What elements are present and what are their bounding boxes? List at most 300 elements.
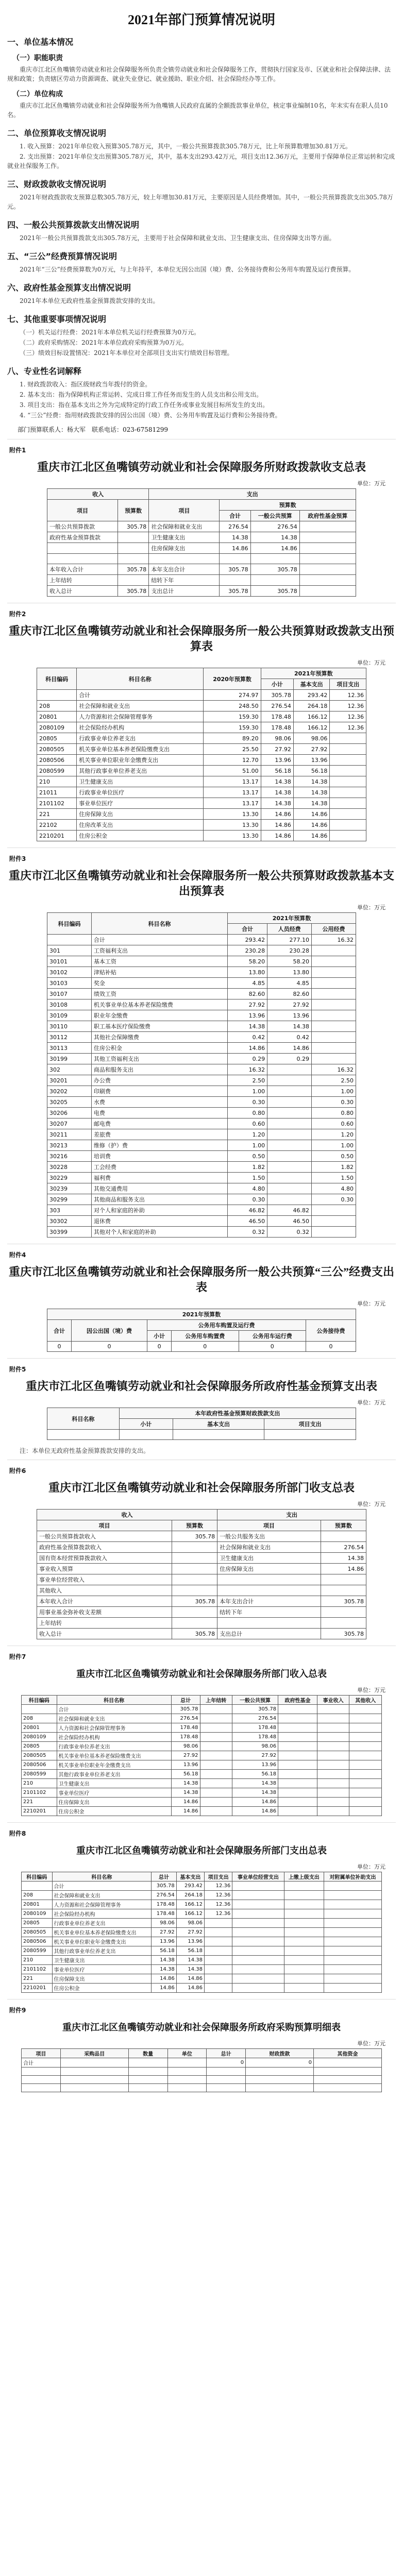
table-cell: 12.36	[204, 1909, 232, 1919]
table-cell: 20805	[37, 733, 77, 744]
table-cell	[200, 1723, 232, 1733]
table-cell: 社会保障和就业支出	[52, 1891, 152, 1900]
table-cell	[204, 1965, 232, 1974]
section-heading: 四、一般公共预算拨款支出情况说明	[7, 220, 140, 230]
table-cell	[204, 1928, 232, 1937]
table-row	[37, 820, 366, 831]
table-cell: 14.86	[220, 543, 250, 554]
table-cell: 276.54	[250, 521, 299, 532]
table-cell: 0.30	[228, 1194, 267, 1205]
header-cell: 项目支出	[264, 1419, 356, 1430]
table-cell	[284, 1909, 324, 1919]
table-cell: 14.38	[171, 1788, 200, 1798]
table-cell	[312, 1043, 356, 1054]
table-cell: 14.86	[293, 820, 330, 831]
table-cell	[278, 1807, 317, 1816]
table-cell	[118, 532, 149, 543]
table-cell	[204, 1956, 232, 1965]
table-cell: 电费	[91, 1108, 227, 1118]
table-row	[22, 1807, 382, 1816]
table-cell: 230.28	[228, 945, 267, 956]
table-cell: 14.38	[228, 1021, 267, 1032]
table-cell: 14.38	[232, 1788, 278, 1798]
table-cell: 合计	[91, 935, 227, 945]
table-cell: 264.18	[293, 701, 330, 711]
table-cell	[232, 1965, 284, 1974]
table-cell: 14.38	[176, 1965, 204, 1974]
table-cell	[204, 1984, 232, 1993]
header-cell: 单位	[167, 2049, 207, 2058]
table-cell: 27.92	[152, 1928, 176, 1937]
table-cell: 结转下年	[217, 1607, 321, 1618]
table-row	[22, 1742, 382, 1751]
table-cell: 13.96	[176, 1937, 204, 1946]
table-cell: 支出总计	[149, 586, 220, 597]
section-heading: 五、“三公”经费预算情况说明	[7, 251, 117, 261]
header-cell: 采购品目	[60, 2049, 128, 2058]
table-cell: 14.38	[261, 787, 293, 798]
table-cell	[232, 1882, 284, 1891]
gov-fund-expense-table	[47, 1408, 356, 1440]
table-cell: 本年支出合计	[217, 1596, 321, 1607]
table-cell: 30101	[47, 956, 92, 967]
annex-label: 附件4	[9, 1251, 26, 1259]
paragraph: 2021年本单位无政府性基金预算拨款安排的支出。	[20, 297, 159, 304]
table-cell	[317, 1798, 349, 1807]
contact-info: 部门预算联系人：杨大军 联系电话：023-67581299	[18, 426, 169, 433]
table-row	[47, 1173, 356, 1183]
table-cell: 305.78	[220, 564, 250, 575]
table-cell: 30110	[47, 1021, 92, 1032]
unit-label: 单位：万元	[357, 1501, 385, 1507]
table-row	[37, 755, 366, 766]
table-row	[22, 1891, 382, 1900]
table-cell: 人力资源和社会保障管理事务	[57, 1723, 171, 1733]
table-cell: 20805	[22, 1919, 53, 1928]
table-row	[47, 1162, 356, 1173]
table-cell: 机关事业单位职业年金缴费支出	[52, 1937, 152, 1946]
table-cell: 1.82	[312, 1162, 356, 1173]
table-cell: 166.12	[176, 1909, 204, 1919]
table-cell: 其他收入	[37, 1585, 172, 1596]
table-cell: 30239	[47, 1183, 92, 1194]
paragraph: 2. 基本支出：指为保障机构正常运转、完成日常工作任务而发生的人员支出和公用支出。	[20, 391, 263, 398]
table-cell	[22, 1882, 53, 1891]
header-cell: 预算数	[172, 1520, 217, 1531]
table-cell: 30299	[47, 1194, 92, 1205]
table-cell: 30108	[47, 999, 92, 1010]
table-cell	[317, 1705, 349, 1714]
table-cell	[324, 1900, 381, 1909]
paragraph: 2021年一般公共预算拨款支出305.78万元，主要用于社会保障和就业支出、卫生健康支出、住房保障支出等方面。	[20, 234, 335, 242]
table-row	[47, 1032, 356, 1043]
subsection-heading: （一）职能职责	[12, 54, 63, 62]
table-cell: 4.85	[267, 978, 312, 989]
table-cell: 14.86	[232, 1807, 278, 1816]
paragraph: 重庆市江北区鱼嘴镇劳动就业和社会保障服务所负责全镇劳动就业和社会保障服务工作，贯彻执行国家及市、区就业和社会保障法律、法规和政策；负责辖区劳动力资源调查、就业失业登记、就业援助、职业介绍、社会保险经办等工作。	[7, 66, 391, 82]
table-cell: 社会保障和就业支出	[57, 1714, 171, 1723]
table-cell	[232, 1919, 284, 1928]
table-cell: 2080109	[37, 722, 77, 733]
table-cell: 1.00	[312, 1086, 356, 1097]
table-cell: 2210201	[22, 1807, 57, 1816]
table-cell: 14.86	[250, 543, 299, 554]
table-cell: 27.92	[176, 1928, 204, 1937]
table-cell	[317, 1760, 349, 1770]
table-cell: 56.18	[176, 1946, 204, 1956]
table-cell: 0	[172, 1342, 239, 1352]
table-cell: 221	[22, 1974, 53, 1984]
table-cell	[312, 989, 356, 999]
table-cell: 13.96	[293, 755, 330, 766]
table-cell: 98.06	[176, 1919, 204, 1928]
unit-label: 单位：万元	[357, 1399, 385, 1406]
table-row	[47, 1430, 356, 1440]
table-cell: 一般公共预算拨款	[47, 521, 118, 532]
header-cell: 项目	[149, 500, 220, 521]
table-cell: 国有资本经营预算拨款收入	[37, 1553, 172, 1564]
table-cell: 2080505	[22, 1928, 53, 1937]
table-cell	[321, 1585, 366, 1596]
table-row	[47, 945, 356, 956]
table-cell	[267, 1194, 312, 1205]
table-cell: 210	[37, 776, 77, 787]
table-cell: 13.30	[204, 809, 261, 820]
table-cell	[317, 1723, 349, 1733]
table-cell: 0.30	[312, 1097, 356, 1108]
table-row	[47, 935, 356, 945]
table-cell: 0.30	[228, 1097, 267, 1108]
table-cell: 2080599	[22, 1770, 57, 1779]
table-cell: 30109	[47, 1010, 92, 1021]
header-cell: 合计	[47, 1320, 72, 1342]
table-cell: 12.36	[330, 701, 366, 711]
table-cell	[22, 2084, 61, 2092]
table-row	[22, 2076, 382, 2084]
table-row	[47, 1064, 356, 1075]
table-cell	[278, 1760, 317, 1770]
table-cell	[232, 1937, 284, 1946]
header-cell: 项目	[217, 1520, 321, 1531]
table-row	[47, 1054, 356, 1064]
section-heading: 七、其他重要事项情况说明	[7, 314, 107, 324]
table-cell	[324, 1937, 381, 1946]
table-cell	[267, 1140, 312, 1151]
table-cell	[312, 1054, 356, 1064]
table-cell: 305.78	[172, 1596, 217, 1607]
table-row	[37, 1629, 366, 1639]
table-row	[37, 744, 366, 755]
header-cell: 项目	[22, 2049, 61, 2058]
table-row	[22, 2067, 382, 2076]
table-cell	[207, 2076, 246, 2084]
unit-label: 单位：万元	[357, 659, 385, 666]
table-cell	[47, 1430, 120, 1440]
table-cell: 16.32	[312, 935, 356, 945]
table-cell: 293.42	[228, 935, 267, 945]
table-cell: 159.30	[204, 711, 261, 722]
table-cell	[232, 1900, 284, 1909]
table-cell: 305.78	[261, 690, 293, 701]
table-cell	[267, 1118, 312, 1129]
table-cell: 12.36	[204, 1891, 232, 1900]
table-cell: 20801	[22, 1900, 53, 1909]
table-cell: 276.54	[232, 1714, 278, 1723]
table-cell: 14.86	[261, 809, 293, 820]
table-cell	[299, 564, 356, 575]
table-cell	[217, 1574, 321, 1585]
header-cell: 科目编码	[22, 1872, 53, 1882]
header-cell: 政府性基金预算	[299, 511, 356, 521]
table-cell: 30202	[47, 1086, 92, 1097]
table-cell: 14.38	[152, 1965, 176, 1974]
paragraph: 1. 财政拨款收入：指区级财政当年拨付的资金。	[20, 381, 152, 388]
table-row	[22, 1956, 382, 1965]
table-cell: 82.60	[267, 989, 312, 999]
three-public-expense-table	[47, 1309, 356, 1352]
table-cell: 印刷费	[91, 1086, 227, 1097]
table-cell: 政府性基金预算拨款收入	[37, 1542, 172, 1553]
header-cell: 公务接待费	[306, 1320, 356, 1342]
table-cell	[330, 776, 366, 787]
table-title: 重庆市江北区鱼嘴镇劳动就业和社会保障服务所部门收支总表	[48, 1481, 355, 1494]
header-cell: 科目名称	[77, 668, 204, 690]
table-cell: 221	[37, 809, 77, 820]
header-cell: 因公出国（境）费	[72, 1320, 147, 1342]
header-cell: 事业收入	[317, 1696, 349, 1705]
table-cell: 16.32	[312, 1064, 356, 1075]
table-cell: 12.70	[204, 755, 261, 766]
table-cell: 支出总计	[217, 1629, 321, 1639]
table-cell: 30216	[47, 1151, 92, 1162]
table-cell: 208	[22, 1714, 57, 1723]
header-cell: 公务用车购置及运行费	[147, 1320, 306, 1331]
table-cell: 30205	[47, 1097, 92, 1108]
header-cell: 科目编码	[22, 1696, 57, 1705]
table-cell: 13.17	[204, 798, 261, 809]
table-cell	[220, 575, 250, 586]
table-cell: 305.78	[118, 586, 149, 597]
table-cell	[118, 575, 149, 586]
table-cell	[278, 1788, 317, 1798]
table-cell	[167, 2067, 207, 2076]
unit-label: 单位：万元	[357, 2040, 385, 2047]
table-cell: 293.42	[293, 690, 330, 701]
table-cell	[299, 521, 356, 532]
table-row	[47, 1118, 356, 1129]
table-cell: 住房保障支出	[52, 1974, 152, 1984]
table-cell: 30113	[47, 1043, 92, 1054]
table-cell: 89.20	[204, 733, 261, 744]
table-cell	[314, 2084, 382, 2092]
table-cell	[267, 1064, 312, 1075]
header-cell: 上年结转	[200, 1696, 232, 1705]
table-cell: 30228	[47, 1162, 92, 1173]
table-cell	[278, 1742, 317, 1751]
table-cell: 0	[306, 1342, 356, 1352]
table-cell	[299, 586, 356, 597]
table-cell	[278, 1733, 317, 1742]
table-cell: 178.48	[261, 711, 293, 722]
document-title: 2021年部门预算情况说明	[127, 12, 275, 27]
table-cell: 276.54	[152, 1891, 176, 1900]
section-heading: 一、单位基本情况	[7, 37, 74, 47]
table-row	[37, 701, 366, 711]
table-cell: 30302	[47, 1216, 92, 1227]
table-cell	[207, 2084, 246, 2092]
table-cell	[172, 1618, 217, 1629]
table-cell: 2080599	[37, 766, 77, 776]
table-row	[37, 1542, 366, 1553]
dept-income-table	[21, 1695, 382, 1816]
table-cell: 12.36	[330, 711, 366, 722]
table-cell: 社会保险经办机构	[57, 1733, 171, 1742]
table-cell	[267, 1075, 312, 1086]
table-cell: 210	[22, 1779, 57, 1788]
table-cell: 办公费	[91, 1075, 227, 1086]
table-cell	[200, 1760, 232, 1770]
table-cell: 305.78	[250, 586, 299, 597]
table-cell: 46.50	[267, 1216, 312, 1227]
table-cell	[349, 1807, 382, 1816]
table-cell: 14.38	[232, 1779, 278, 1788]
header-cell: 事业单位经营支出	[232, 1872, 284, 1882]
table-row	[47, 1086, 356, 1097]
table-cell: 1.50	[312, 1173, 356, 1183]
paragraph: 1. 收入预算：2021年单位收入预算305.78万元，其中，一般公共预算拨款305.78万元，比上年预算数增加30.81万元。	[20, 143, 352, 150]
table-cell: 14.86	[176, 1974, 204, 1984]
dept-expense-table	[21, 1872, 382, 1993]
table-cell: 14.86	[261, 820, 293, 831]
table-row	[37, 1618, 366, 1629]
header-cell: 合计	[220, 511, 250, 521]
table-cell: 用事业基金弥补收支差额	[37, 1607, 172, 1618]
header-cell: 收入	[37, 1510, 217, 1520]
table-row	[47, 521, 356, 532]
table-cell	[149, 554, 220, 564]
table-cell: 职业年金缴费	[91, 1010, 227, 1021]
table-cell: 卫生健康支出	[149, 532, 220, 543]
table-cell	[22, 2076, 61, 2084]
table-row	[47, 1205, 356, 1216]
table-row	[22, 1751, 382, 1760]
table-cell	[200, 1807, 232, 1816]
table-cell: 30199	[47, 1054, 92, 1064]
table-cell	[312, 999, 356, 1010]
table-cell	[278, 1751, 317, 1760]
table-cell	[250, 575, 299, 586]
table-cell: 机关事业单位基本养老保险缴费	[91, 999, 227, 1010]
table-cell: 30201	[47, 1075, 92, 1086]
table-cell	[330, 809, 366, 820]
table-row	[37, 1564, 366, 1574]
table-cell	[232, 1984, 284, 1993]
table-cell: 社会保障和就业支出	[77, 701, 204, 711]
table-cell	[200, 1798, 232, 1807]
table-cell: 16.32	[228, 1064, 267, 1075]
table-cell	[349, 1770, 382, 1779]
table-cell	[317, 1733, 349, 1742]
table-cell: 14.38	[261, 798, 293, 809]
table-cell: 0.32	[267, 1227, 312, 1238]
table-cell: 30107	[47, 989, 92, 999]
header-cell: 2021年预算数	[228, 913, 356, 924]
table-cell: 14.86	[321, 1564, 366, 1574]
table-cell: 机关事业单位基本养老保险缴费支出	[77, 744, 204, 755]
table-cell: 30103	[47, 978, 92, 989]
table-cell	[317, 1742, 349, 1751]
header-cell: 政府性基金	[278, 1696, 317, 1705]
table-cell	[317, 1807, 349, 1816]
table-row	[37, 787, 366, 798]
table-row	[22, 1705, 382, 1714]
table-cell: 2080505	[22, 1751, 57, 1760]
unit-label: 单位：万元	[357, 1687, 385, 1693]
table-cell: 其他交通费用	[91, 1183, 227, 1194]
table-cell: 301	[47, 945, 92, 956]
table-cell	[267, 1108, 312, 1118]
table-row	[37, 1596, 366, 1607]
table-cell: 46.82	[267, 1205, 312, 1216]
table-cell: 上年结转	[47, 575, 118, 586]
table-cell	[267, 1151, 312, 1162]
table-cell	[200, 1742, 232, 1751]
table-cell	[200, 1779, 232, 1788]
table-cell	[278, 1705, 317, 1714]
table-cell: 14.38	[261, 776, 293, 787]
table-cell: 卫生健康支出	[77, 776, 204, 787]
table-cell: 14.38	[171, 1779, 200, 1788]
table-cell: 2080599	[22, 1946, 53, 1956]
table-cell: 13.96	[261, 755, 293, 766]
table-cell: 14.86	[171, 1807, 200, 1816]
table-cell	[232, 1946, 284, 1956]
table-cell: 其他行政事业单位养老支出	[57, 1770, 171, 1779]
annex-label: 附件1	[9, 447, 26, 454]
table-row	[22, 1760, 382, 1770]
section-heading: 八、专业性名词解释	[7, 366, 82, 376]
header-cell: 2021年预算数	[47, 1309, 356, 1320]
table-cell: 2101102	[37, 798, 77, 809]
header-cell: 项目	[37, 1520, 172, 1531]
table-cell: 一般公共服务支出	[217, 1531, 321, 1542]
table-cell	[312, 945, 356, 956]
table-cell: 14.86	[176, 1984, 204, 1993]
header-cell: 公务用车购置费	[172, 1331, 239, 1342]
table-cell: 0.80	[312, 1108, 356, 1118]
table-cell	[324, 1909, 381, 1919]
table-row	[22, 2084, 382, 2092]
table-row	[22, 1937, 382, 1946]
table-row	[47, 1097, 356, 1108]
header-cell: 基本支出	[173, 1419, 264, 1430]
unit-label: 单位：万元	[357, 904, 385, 911]
table-cell	[232, 1974, 284, 1984]
table-cell: 13.96	[171, 1760, 200, 1770]
table-cell: 社会保障和就业支出	[217, 1542, 321, 1553]
table-cell	[173, 1430, 264, 1440]
table-title: 重庆市江北区鱼嘴镇劳动就业和社会保障服务所部门支出总表	[76, 1845, 327, 1856]
table-cell: 178.48	[152, 1909, 176, 1919]
table-cell: 14.86	[261, 831, 293, 841]
table-cell	[200, 1714, 232, 1723]
table-title: 重庆市江北区鱼嘴镇劳动就业和社会保障服务所财政拨款收支总表	[37, 461, 366, 473]
table-cell: 56.18	[171, 1770, 200, 1779]
table-cell	[167, 2084, 207, 2092]
table-cell	[267, 1086, 312, 1097]
table-cell: 14.38	[220, 532, 250, 543]
header-cell: 预算数	[118, 500, 149, 521]
